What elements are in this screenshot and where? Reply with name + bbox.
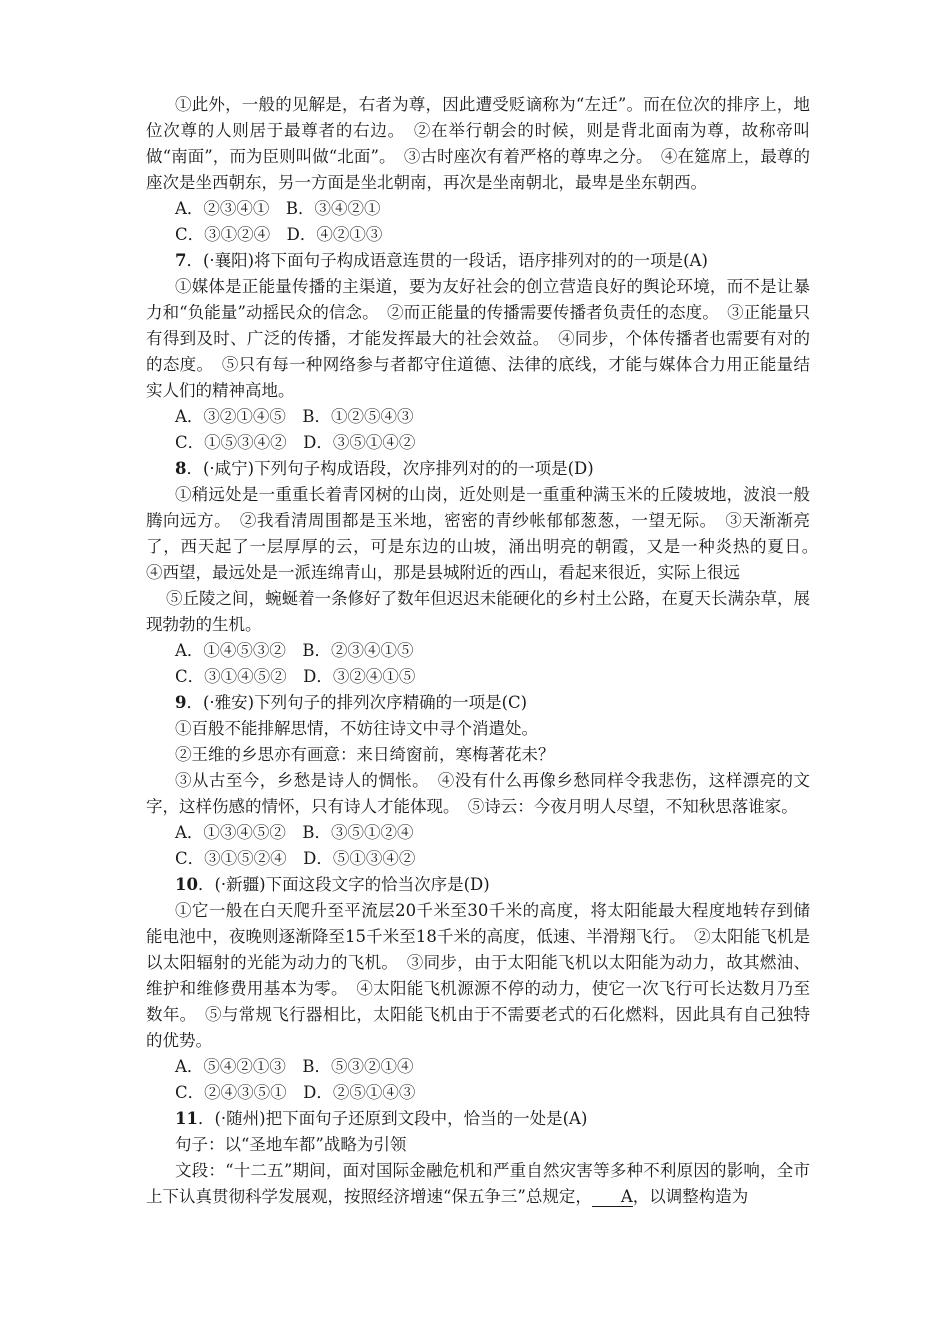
question-11-passage xyxy=(146,1158,810,1210)
question-7-options: C．①⑤③④② D．③⑤①④② xyxy=(175,433,416,452)
answer-blank: A xyxy=(592,1188,633,1207)
passage-text: 文段：“十二五”期间，面对国际金融危机和严重自然灾害等多种不利原因的影响，全市上下认真贯彻科学发展观，按照经济增速“保五争三”总规定， xyxy=(146,1161,810,1206)
question-10-stem xyxy=(146,872,810,898)
question-9-line: ①百般不能排解思情，不妨往诗文中寻个消遣处。 xyxy=(175,719,538,738)
question-8-passage-cont: ⑤丘陵之间，蜿蜒着一条修好了数年但迟迟未能硬化的乡村土公路，在夏天长满杂草，展现勃勃的生机。 xyxy=(146,589,810,634)
question-9-passage: ③从古至今，乡愁是诗人的惆怅。 ④没有什么再像乡愁同样令我悲伤，这样漂亮的文字，这样伤感的情怀，只有诗人才能体现。 ⑤诗云：今夜月明人尽望，不知秋思落谁家。 xyxy=(146,771,810,816)
question-9-stem xyxy=(146,690,810,716)
question-8-passage: ①稍远处是一重重长着青冈树的山岗，近处则是一重重种满玉米的丘陵坡地，波浪一般腾向远方。 ②我看清周围都是玉米地，密密的青纱帐郁郁葱葱，一望无际。 ③天渐渐亮了，西天起了一层厚厚的云，可是东边的山坡，涌出明亮的朝霞，又是一种炎热的夏日。 ④西望，最远处是一派连绵青山，那是县城附近的西山，看起来很近，实际上很远 xyxy=(146,485,827,582)
question-number: 10 xyxy=(175,875,198,894)
question-9-options: C．③①⑤②④ D．⑤①③④② xyxy=(175,849,416,868)
question-10-options: A．⑤④②①③ B．⑤③②①④ xyxy=(175,1057,414,1076)
question-number: 9 xyxy=(175,693,187,712)
question-stem-text: ．(·随州)把下面句子还原到文段中，恰当的一处是(A) xyxy=(197,1109,588,1128)
answer-options: C．③①②④ D．④②①③ xyxy=(175,225,383,244)
question-10-passage: ①它一般在白天爬升至平流层20千米至30千米的高度，将太阳能最大程度地转存到储能电池中，夜晚则逐渐降至15千米至18千米的高度，低速、半滑翔飞行。 ②太阳能飞机是以太阳辐射的光能为动力的飞机。 ③同步，由于太阳能飞机以太阳能为动力，故其燃油、维护和维修费用基本为零。 ④太阳能飞机源源不停的动力，使它一次飞行可长达数月乃至数年。 ⑤与常规飞行器相比，太阳能飞机由于不需要老式的石化燃料，因此具有自己独特的优势。 xyxy=(146,901,810,1050)
question-9-line: ②王维的乡思亦有画意：来日绮窗前，寒梅著花未？ xyxy=(175,745,555,764)
passage-text: ①此外，一般的见解是，右者为尊，因此遭受贬谪称为“左迁”。而在位次的排序上，地位次尊的人则居于最尊者的右边。 ②在举行朝会的时候，则是背北面南为尊，故称帝叫做“南面”，而为臣则叫做“北面”。 ③古时座次有着严格的尊卑之分。 ④在筵席上，最尊的座次是坐西朝东，另一方面是坐北朝南，再次是坐南朝北，最卑是坐东朝西。 xyxy=(146,95,810,192)
question-7-options: A．③②①④⑤ B．①②⑤④③ xyxy=(175,407,414,426)
answer-options: A．②③④① B．③④②① xyxy=(175,199,381,218)
question-stem-text: ．(·雅安)下列句子的排列次序精确的一项是(C) xyxy=(186,693,528,712)
question-number: 7 xyxy=(175,251,187,270)
question-8-options: C．③①④⑤② D．③②④①⑤ xyxy=(175,667,416,686)
question-7-stem xyxy=(146,248,810,274)
document-body xyxy=(146,92,827,1210)
question-number: 8 xyxy=(175,459,187,478)
question-9-options: A．①③④⑤② B．③⑤①②④ xyxy=(175,823,414,842)
question-number: 11 xyxy=(175,1109,198,1128)
question-11-sentence: 句子：以“圣地车都”战略为引领 xyxy=(175,1135,407,1154)
question-8-stem xyxy=(146,456,810,482)
passage-text: ，以调整构造为 xyxy=(632,1187,749,1206)
question-11-stem xyxy=(146,1106,810,1132)
question-stem-text: ．(·襄阳)将下面句子构成语意连贯的一段话，语序排列对的的一项是(A) xyxy=(186,251,708,270)
question-stem-text: ．(·新疆)下面这段文字的恰当次序是(D) xyxy=(197,875,490,894)
question-8-options: A．①④⑤③② B．②③④①⑤ xyxy=(175,641,414,660)
question-stem-text: ．(·咸宁)下列句子构成语段，次序排列对的的一项是(D) xyxy=(186,459,594,478)
question-7-passage: ①媒体是正能量传播的主渠道，要为友好社会的创立营造良好的舆论环境，而不是让暴力和“负能量”动摇民众的信念。 ②而正能量的传播需要传播者负责任的态度。 ③正能量只有得到及时、广泛的传播，才能发挥最大的社会效益。 ④同步，个体传播者也需要有对的的态度。 ⑤只有每一种网络参与者都守住道德、法律的底线，才能与媒体合力用正能量结实人们的精神高地。 xyxy=(146,277,810,400)
question-10-options: C．②④③⑤① D．②⑤①④③ xyxy=(175,1083,416,1102)
